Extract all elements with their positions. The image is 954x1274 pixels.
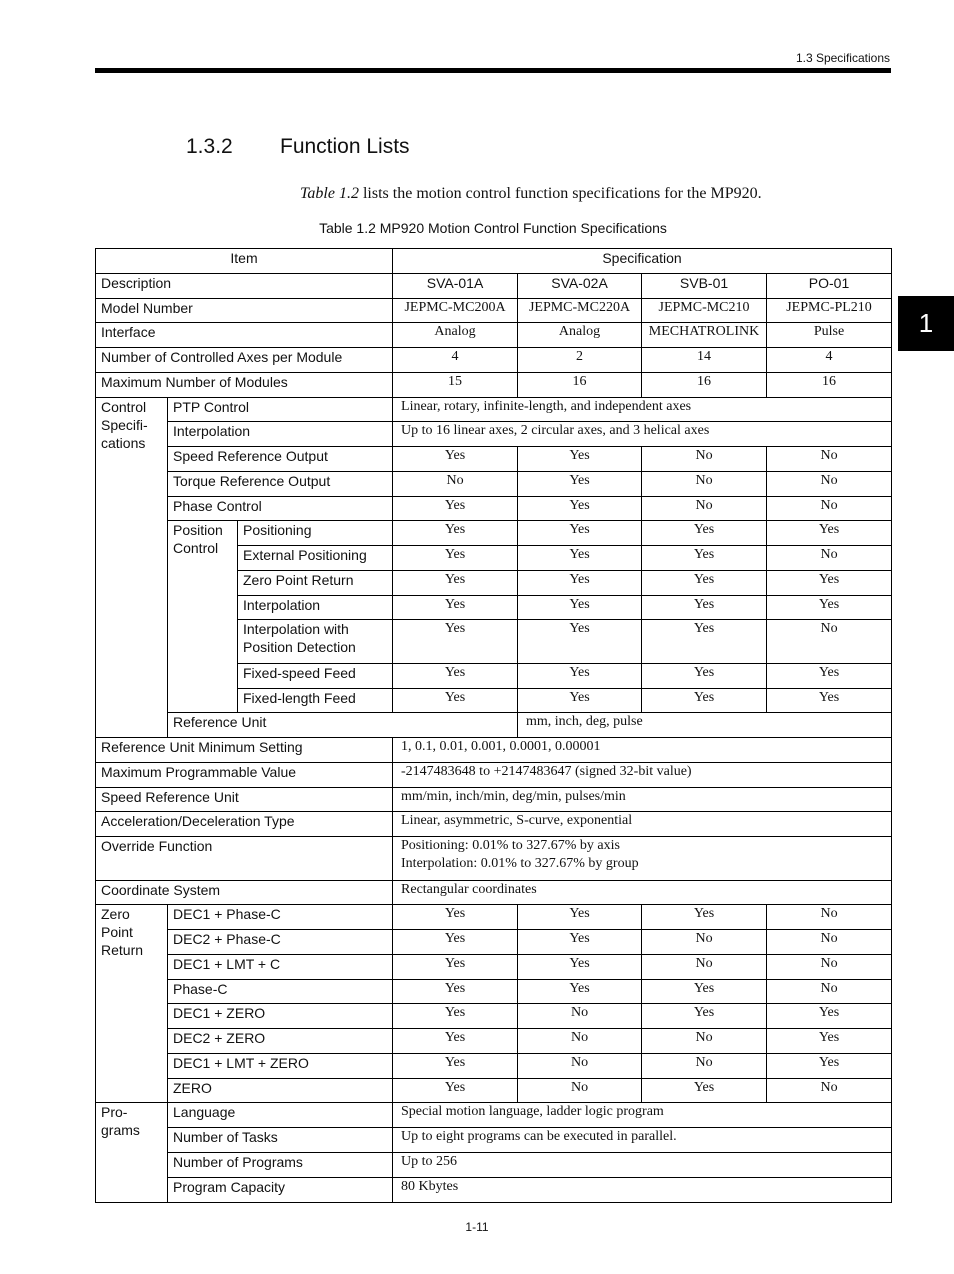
cell: Yes bbox=[393, 1053, 518, 1078]
running-head: 1.3 Specifications bbox=[795, 51, 890, 65]
table-row bbox=[96, 273, 892, 298]
cell: Yes bbox=[518, 496, 642, 521]
table-row bbox=[96, 1078, 892, 1103]
table-row bbox=[96, 713, 892, 738]
table-row bbox=[96, 738, 892, 763]
cell: No bbox=[642, 1029, 767, 1054]
table-row bbox=[96, 323, 892, 348]
cell: 80 Kbytes bbox=[393, 1177, 892, 1202]
cell: Yes bbox=[518, 930, 642, 955]
cell: Special motion language, ladder logic program bbox=[393, 1103, 892, 1128]
cell: 16 bbox=[518, 372, 642, 397]
group-programs: Pro- grams bbox=[96, 1103, 168, 1203]
cell: No bbox=[518, 1078, 642, 1103]
row-label: Phase Control bbox=[168, 496, 393, 521]
cell: Up to 256 bbox=[393, 1152, 892, 1177]
cell: Yes bbox=[767, 688, 892, 713]
row-label: Interface bbox=[96, 323, 393, 348]
row-label: Number of Controlled Axes per Module bbox=[96, 348, 393, 373]
row-label: Speed Reference Output bbox=[168, 447, 393, 472]
row-label: Language bbox=[168, 1103, 393, 1128]
cell: Up to 16 linear axes, 2 circular axes, and 3 helical axes bbox=[393, 422, 892, 447]
cell: 4 bbox=[767, 348, 892, 373]
cell: Yes bbox=[393, 546, 518, 571]
chapter-tab: 1 bbox=[898, 296, 954, 351]
table-row bbox=[96, 880, 892, 905]
cell: SVA-01A bbox=[393, 273, 518, 298]
row-label: Zero Point Return bbox=[238, 570, 393, 595]
cell: 4 bbox=[393, 348, 518, 373]
cell: Linear, asymmetric, S-curve, exponential bbox=[393, 812, 892, 837]
cell: No bbox=[642, 471, 767, 496]
cell: No bbox=[767, 496, 892, 521]
cell: Yes bbox=[393, 688, 518, 713]
cell: Yes bbox=[642, 546, 767, 571]
cell: Yes bbox=[393, 521, 518, 546]
row-label: DEC2 + ZERO bbox=[168, 1029, 393, 1054]
cell: Yes bbox=[767, 1029, 892, 1054]
cell: No bbox=[767, 1078, 892, 1103]
override-line: Positioning: 0.01% to 327.67% by axis bbox=[401, 838, 620, 854]
cell: Yes bbox=[767, 595, 892, 620]
header-item: Item bbox=[96, 249, 393, 274]
table-row bbox=[96, 496, 892, 521]
cell: Yes bbox=[393, 1078, 518, 1103]
row-label: Maximum Programmable Value bbox=[96, 762, 393, 787]
cell: 15 bbox=[393, 372, 518, 397]
cell: Yes bbox=[518, 688, 642, 713]
row-label: Override Function bbox=[96, 837, 393, 880]
cell: JEPMC-PL210 bbox=[767, 298, 892, 323]
cell: Yes bbox=[393, 905, 518, 930]
row-label: Coordinate System bbox=[96, 880, 393, 905]
row-label: Number of Tasks bbox=[168, 1128, 393, 1153]
cell: Analog bbox=[393, 323, 518, 348]
cell: 2 bbox=[518, 348, 642, 373]
row-label: External Positioning bbox=[238, 546, 393, 571]
cell: Yes bbox=[518, 954, 642, 979]
row-label: ZERO bbox=[168, 1078, 393, 1103]
cell: 14 bbox=[642, 348, 767, 373]
row-label: Interpolation bbox=[238, 595, 393, 620]
cell: SVA-02A bbox=[518, 273, 642, 298]
cell: SVB-01 bbox=[642, 273, 767, 298]
cell: No bbox=[767, 471, 892, 496]
table-row bbox=[96, 1004, 892, 1029]
header-rule bbox=[95, 68, 891, 73]
cell: No bbox=[642, 496, 767, 521]
section-number: 1.3.2 bbox=[186, 135, 233, 158]
cell: No bbox=[642, 1053, 767, 1078]
override-line: Interpolation: 0.01% to 327.67% by group bbox=[401, 856, 639, 872]
cell: Yes bbox=[642, 905, 767, 930]
cell: Yes bbox=[393, 979, 518, 1004]
cell: Yes bbox=[393, 930, 518, 955]
cell: No bbox=[642, 930, 767, 955]
cell: Yes bbox=[518, 905, 642, 930]
cell: mm/min, inch/min, deg/min, pulses/min bbox=[393, 787, 892, 812]
table-row bbox=[96, 521, 892, 546]
cell: No bbox=[767, 979, 892, 1004]
cell: 1, 0.1, 0.01, 0.001, 0.0001, 0.00001 bbox=[393, 738, 892, 763]
cell: PO-01 bbox=[767, 273, 892, 298]
row-label: Phase-C bbox=[168, 979, 393, 1004]
cell: Yes bbox=[518, 546, 642, 571]
header-specification: Specification bbox=[393, 249, 892, 274]
cell: Yes bbox=[767, 1004, 892, 1029]
cell: No bbox=[518, 1029, 642, 1054]
cell: JEPMC-MC200A bbox=[393, 298, 518, 323]
cell: 16 bbox=[767, 372, 892, 397]
table-row bbox=[96, 979, 892, 1004]
cell: MECHATROLINK bbox=[642, 323, 767, 348]
row-label: Fixed-length Feed bbox=[238, 688, 393, 713]
row-label: Interpolation bbox=[168, 422, 393, 447]
cell: No bbox=[767, 954, 892, 979]
cell: Yes bbox=[642, 570, 767, 595]
table-row bbox=[96, 787, 892, 812]
cell: Yes bbox=[393, 954, 518, 979]
row-label: DEC1 + LMT + ZERO bbox=[168, 1053, 393, 1078]
cell: Yes bbox=[518, 620, 642, 663]
cell: Yes bbox=[393, 1004, 518, 1029]
table-row bbox=[96, 422, 892, 447]
cell: Yes bbox=[767, 570, 892, 595]
table-reference: Table 1.2 bbox=[300, 185, 359, 202]
table-row bbox=[96, 812, 892, 837]
row-label: Fixed-speed Feed bbox=[238, 663, 393, 688]
group-position-control: Position Control bbox=[168, 521, 238, 713]
cell: Yes bbox=[393, 620, 518, 663]
spec-table bbox=[95, 248, 892, 1203]
row-label: PTP Control bbox=[168, 397, 393, 422]
cell: No bbox=[518, 1004, 642, 1029]
cell: Yes bbox=[642, 663, 767, 688]
cell: Yes bbox=[642, 1078, 767, 1103]
row-label: Number of Programs bbox=[168, 1152, 393, 1177]
cell: No bbox=[642, 954, 767, 979]
cell: No bbox=[518, 1053, 642, 1078]
table-row bbox=[96, 1103, 892, 1128]
page-number: 1-11 bbox=[465, 1220, 489, 1234]
cell: Yes bbox=[518, 595, 642, 620]
cell: Yes bbox=[642, 521, 767, 546]
table-row bbox=[96, 471, 892, 496]
row-label: Model Number bbox=[96, 298, 393, 323]
cell: Yes bbox=[767, 1053, 892, 1078]
cell: 16 bbox=[642, 372, 767, 397]
table-row bbox=[96, 1053, 892, 1078]
cell: No bbox=[642, 447, 767, 472]
cell: Yes bbox=[393, 663, 518, 688]
cell: JEPMC-MC220A bbox=[518, 298, 642, 323]
cell: Yes bbox=[518, 663, 642, 688]
cell: Up to eight programs can be executed in parallel. bbox=[393, 1128, 892, 1153]
table-row bbox=[96, 837, 892, 880]
row-label: DEC1 + LMT + C bbox=[168, 954, 393, 979]
cell: Yes bbox=[518, 570, 642, 595]
cell: No bbox=[767, 447, 892, 472]
cell: Yes bbox=[393, 496, 518, 521]
table-header-row bbox=[96, 249, 892, 274]
cell: -2147483648 to +2147483647 (signed 32-bit value) bbox=[393, 762, 892, 787]
intro-paragraph bbox=[300, 185, 762, 203]
row-label: Reference Unit Minimum Setting bbox=[96, 738, 393, 763]
cell: Yes bbox=[393, 595, 518, 620]
cell: Yes bbox=[642, 1004, 767, 1029]
cell: Yes bbox=[767, 521, 892, 546]
table-row bbox=[96, 1029, 892, 1054]
table-caption: Table 1.2 MP920 Motion Control Function Specifications bbox=[319, 220, 667, 236]
table-row bbox=[96, 1177, 892, 1202]
cell: Yes bbox=[393, 570, 518, 595]
cell: No bbox=[767, 620, 892, 663]
intro-text: lists the motion control function specifications for the MP920. bbox=[358, 185, 762, 202]
cell: No bbox=[767, 546, 892, 571]
group-zero-point-return: Zero Point Return bbox=[96, 905, 168, 1103]
table-row bbox=[96, 905, 892, 930]
cell: Analog bbox=[518, 323, 642, 348]
cell: Linear, rotary, infinite-length, and independent axes bbox=[393, 397, 892, 422]
table-row bbox=[96, 930, 892, 955]
table-row bbox=[96, 762, 892, 787]
row-label-line: Position Detection bbox=[243, 639, 356, 656]
row-label: Maximum Number of Modules bbox=[96, 372, 393, 397]
table-row bbox=[96, 1128, 892, 1153]
row-label: DEC2 + Phase-C bbox=[168, 930, 393, 955]
cell: Yes bbox=[518, 471, 642, 496]
cell: Yes bbox=[518, 979, 642, 1004]
cell: Pulse bbox=[767, 323, 892, 348]
cell: Yes bbox=[642, 979, 767, 1004]
cell: mm, inch, deg, pulse bbox=[518, 713, 892, 738]
section-heading bbox=[186, 135, 410, 159]
cell: Yes bbox=[393, 447, 518, 472]
cell: No bbox=[767, 905, 892, 930]
cell: Yes bbox=[767, 663, 892, 688]
row-label: Positioning bbox=[238, 521, 393, 546]
row-label: Acceleration/Deceleration Type bbox=[96, 812, 393, 837]
row-label: Torque Reference Output bbox=[168, 471, 393, 496]
row-label: Speed Reference Unit bbox=[96, 787, 393, 812]
table-row bbox=[96, 447, 892, 472]
table-row bbox=[96, 348, 892, 373]
cell: Yes bbox=[518, 447, 642, 472]
row-label: DEC1 + Phase-C bbox=[168, 905, 393, 930]
row-label: Program Capacity bbox=[168, 1177, 393, 1202]
table-row bbox=[96, 1152, 892, 1177]
cell: Yes bbox=[393, 1029, 518, 1054]
row-label: Reference Unit bbox=[168, 713, 518, 738]
table-row bbox=[96, 954, 892, 979]
cell bbox=[393, 837, 892, 880]
cell: Yes bbox=[642, 620, 767, 663]
row-label: Description bbox=[96, 273, 393, 298]
cell: Rectangular coordinates bbox=[393, 880, 892, 905]
table-row bbox=[96, 372, 892, 397]
cell: Yes bbox=[642, 595, 767, 620]
row-label: DEC1 + ZERO bbox=[168, 1004, 393, 1029]
group-control-specifications: Control Specifi- cations bbox=[96, 397, 168, 738]
table-row bbox=[96, 397, 892, 422]
cell: No bbox=[393, 471, 518, 496]
section-title: Function Lists bbox=[280, 135, 410, 158]
cell: JEPMC-MC210 bbox=[642, 298, 767, 323]
row-label bbox=[238, 620, 393, 663]
row-label-line: Interpolation with bbox=[243, 621, 349, 638]
table-row bbox=[96, 298, 892, 323]
cell: Yes bbox=[518, 521, 642, 546]
cell: No bbox=[767, 930, 892, 955]
cell: Yes bbox=[642, 688, 767, 713]
